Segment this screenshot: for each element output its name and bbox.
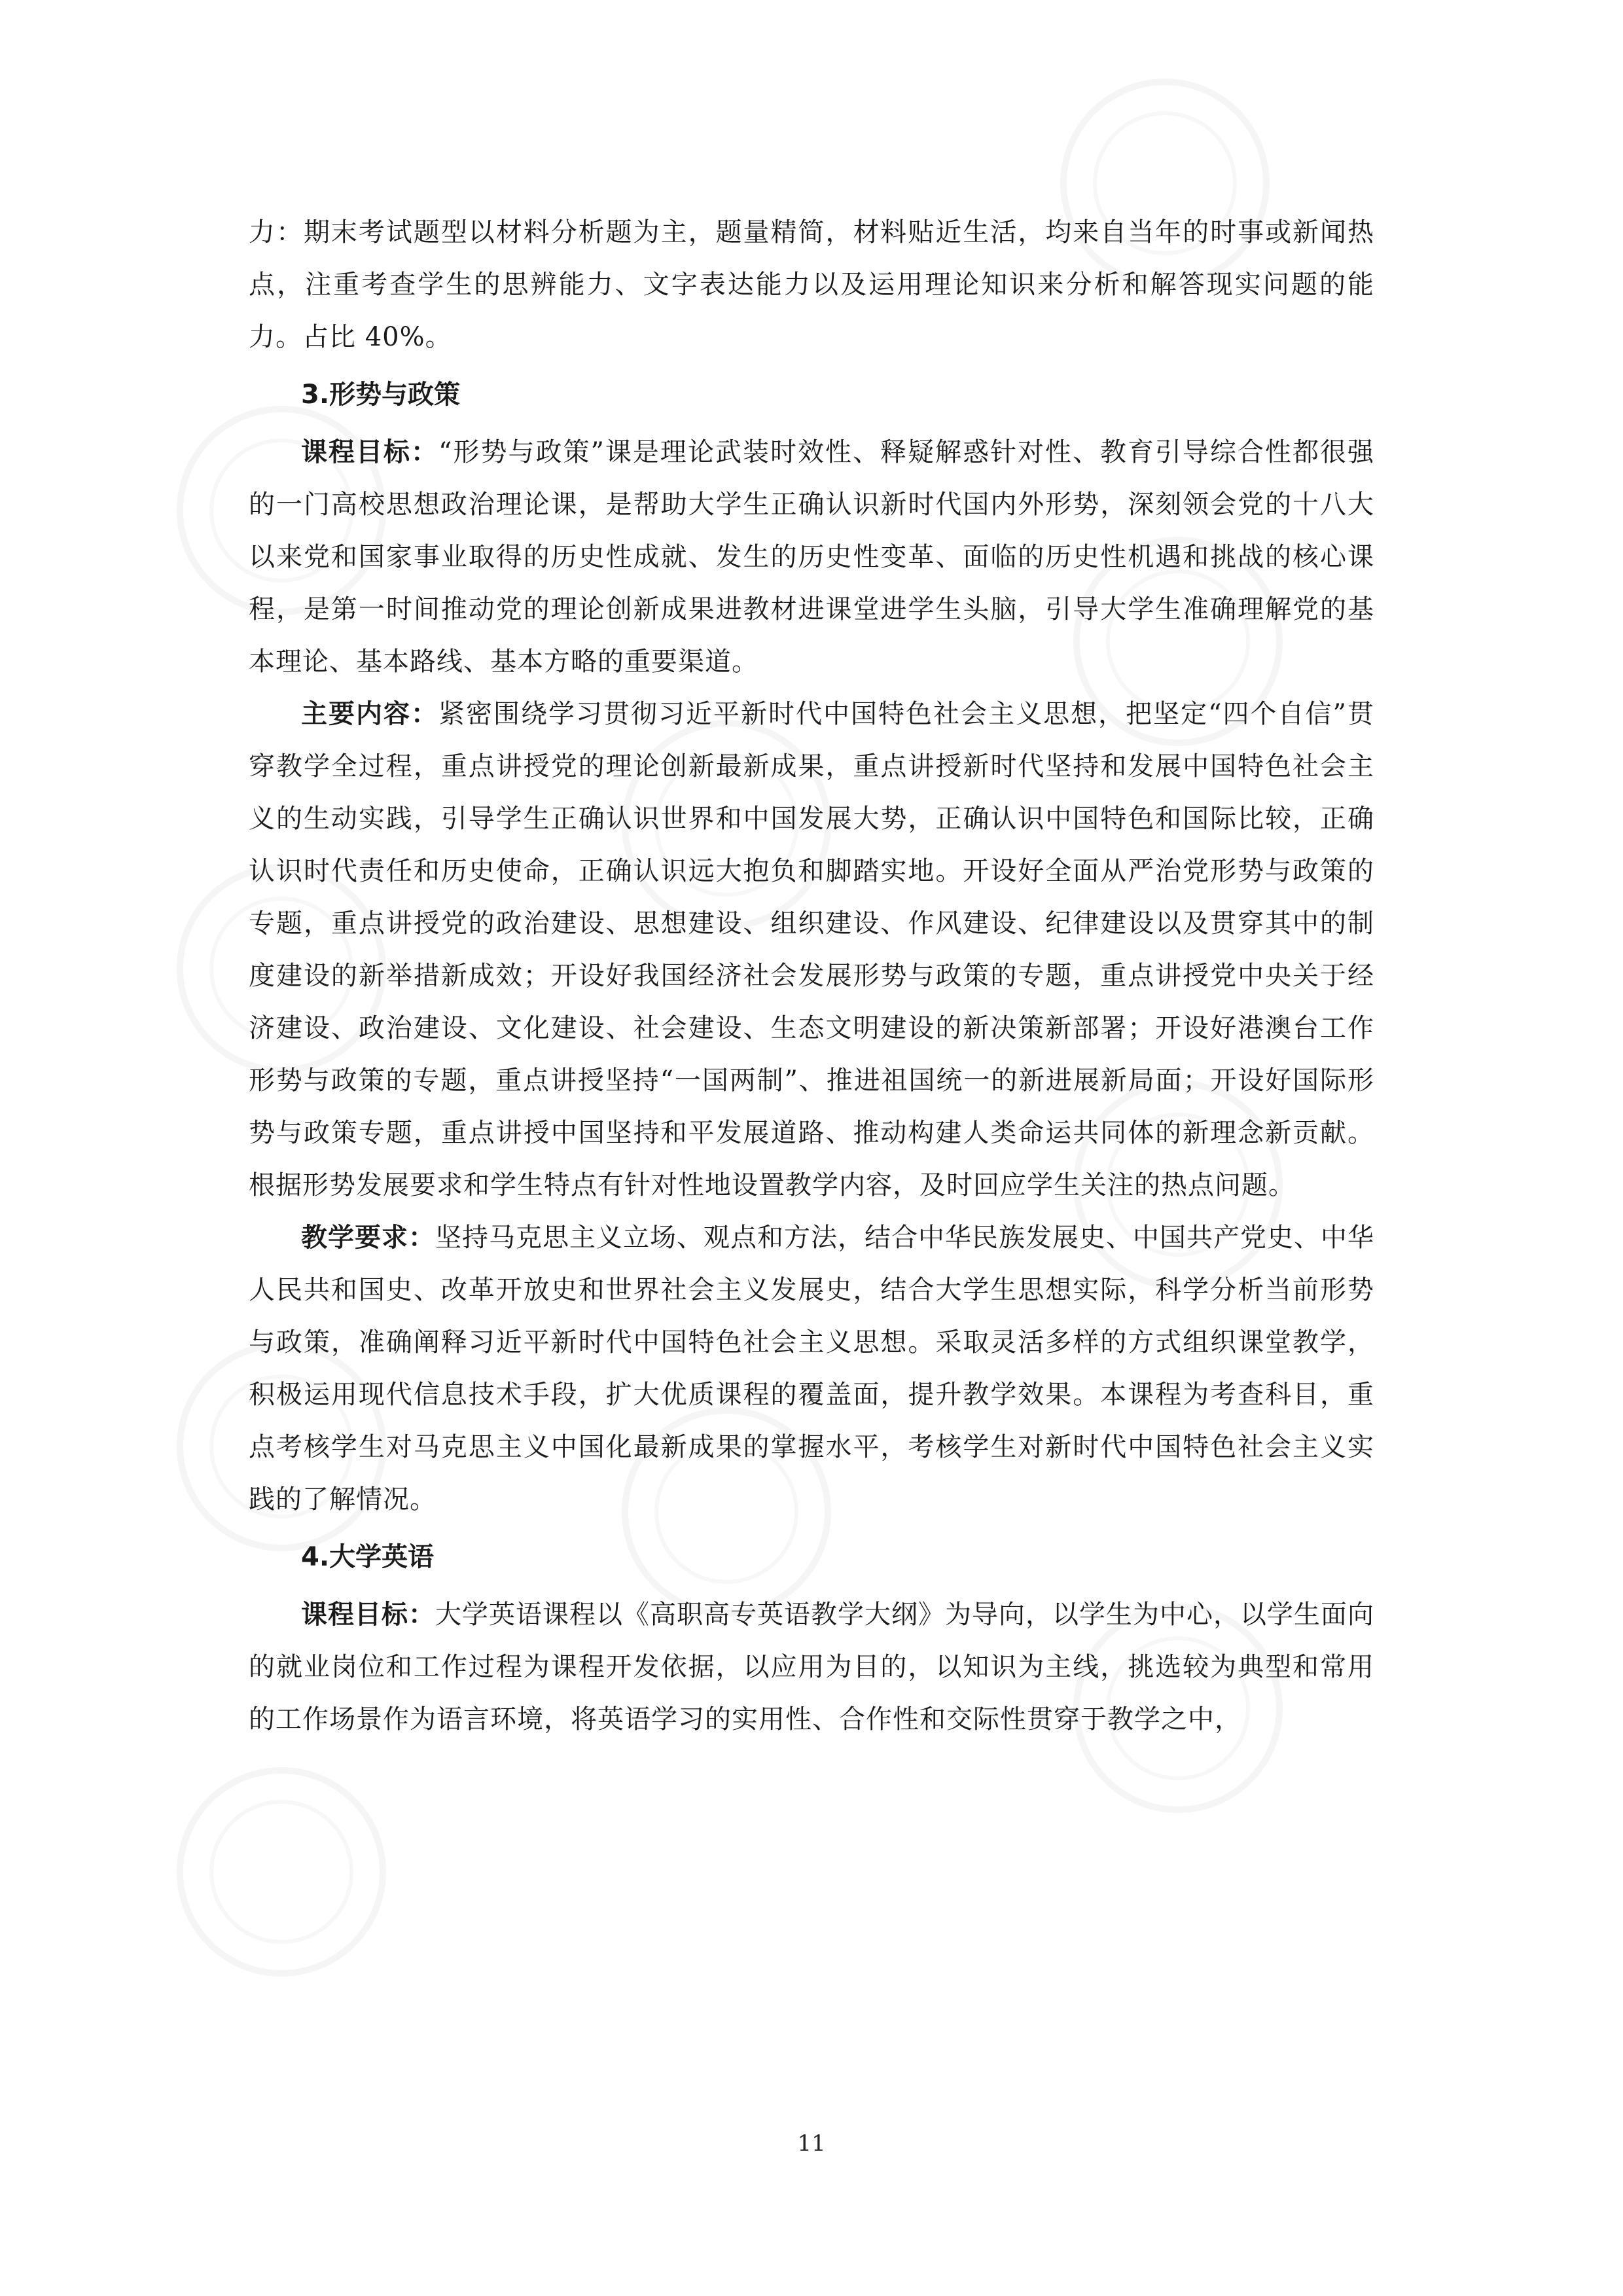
paragraph-text: 紧密围绕学习贯彻习近平新时代中国特色社会主义思想，把坚定“四个自信”贯穿教学全过程，重点讲授党的理论创新最新成果，重点讲授新时代坚持和发展中国特色社会主义的生动实践，引导学生正确认识世界和中国发展大势，正确认识中国特色和国际比较，正确认识时代责任和历史使命，正确认识远大抱负和脚踏实地。开设好全面从严治党形势与政策的专题，重点讲授党的政治建设、思想建设、组织建设、作风建设、纪律建设以及贯穿其中的制度建设的新举措新成效；开设好我国经济社会发展形势与政策的专题，重点讲授党中央关于经济建设、政治建设、文化建设、社会建设、生态文明建设的新决策新部署；开设好港澳台工作形势与政策的专题，重点讲授坚持“一国两制”、推进祖国统一的新进展新局面；开设好国际形势与政策专题，重点讲授中国坚持和平发展道路、推动构建人类命运共同体的新理念新贡献。根据形势发展要求和学生特点有针对性地设置教学内容，及时回应学生关注的热点问题。 bbox=[249, 699, 1374, 1200]
page-number: 11 bbox=[797, 2130, 826, 2157]
paragraph-text: 大学英语课程以《高职高专英语教学大纲》为导向，以学生为中心，以学生面向的就业岗位和工作过程为课程开发依据，以应用为目的，以知识为主线，挑选较为典型和常用的工作场景作为语言环境，将英语学习的实用性、合作性和交际性贯穿于教学之中， bbox=[249, 1600, 1374, 1734]
paragraph-label: 教学要求： bbox=[301, 1223, 435, 1253]
document-body bbox=[249, 206, 1374, 1746]
paragraph-label: 主要内容： bbox=[301, 699, 439, 729]
watermark-seal bbox=[135, 1726, 427, 2018]
paragraph-text: 坚持马克思主义立场、观点和方法，结合中华民族发展史、中国共产党史、中华人民共和国史、改革开放史和世界社会主义发展史，结合大学生思想实际，科学分析当前形势与政策，准确阐释习近平新时代中国特色社会主义思想。采取灵活多样的方式组织课堂教学，积极运用现代信息技术手段，扩大优质课程的覆盖面，提升教学效果。本课程为考查科目，重点考核学生对马克思主义中国化最新成果的掌握水平，考核学生对新时代中国特色社会主义实践的了解情况。 bbox=[249, 1223, 1374, 1515]
paragraph-label: 课程目标： bbox=[301, 437, 439, 467]
paragraph-main-content bbox=[249, 688, 1374, 1211]
paragraph-teaching-requirements bbox=[249, 1211, 1374, 1526]
section-heading-college-english: 4.大学英语 bbox=[301, 1542, 435, 1572]
paragraph-english-objective bbox=[249, 1588, 1374, 1746]
paragraph-label: 课程目标： bbox=[301, 1600, 435, 1630]
paragraph-course-objective bbox=[249, 426, 1374, 688]
section-heading-situation-policy: 3.形势与政策 bbox=[301, 380, 461, 410]
paragraph-text: “形势与政策”课是理论武装时效性、释疑解惑针对性、教育引导综合性都很强的一门高校思想政治理论课，是帮助大学生正确认识新时代国内外形势，深刻领会党的十八大以来党和国家事业取得的历史性成就、发生的历史性变革、面临的历史性机遇和挑战的核心课程，是第一时间推动党的理论创新成果进教材进课堂进学生头脑，引导大学生准确理解党的基本理论、基本路线、基本方略的重要渠道。 bbox=[249, 437, 1374, 677]
paragraph-exam-format bbox=[249, 206, 1374, 363]
paragraph-text: 力：期末考试题型以材料分析题为主，题量精简，材料贴近生活，均来自当年的时事或新闻热点，注重考查学生的思辨能力、文字表达能力以及运用理论知识来分析和解答现实问题的能力。占比 40%。 bbox=[249, 217, 1374, 352]
